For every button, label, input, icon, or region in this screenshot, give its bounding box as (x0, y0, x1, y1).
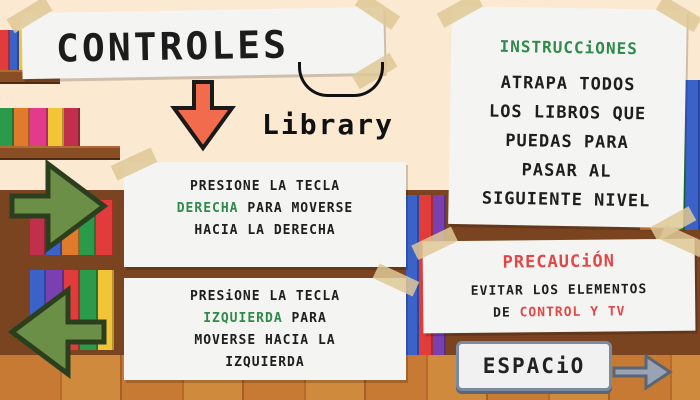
tape (355, 0, 400, 30)
instructions-line: PUEDAS PARA (505, 130, 630, 154)
instructions-title: INSTRUCCiONES (499, 36, 638, 59)
logo-speech-bubble (298, 62, 384, 97)
key-left-label: IZQUIERDA (203, 311, 283, 326)
next-arrow-icon (612, 352, 674, 392)
bookshelf-books-left-mid (0, 108, 100, 146)
key-right-label: DERECHA (176, 201, 239, 216)
tape (437, 0, 483, 28)
right-arrow-icon (6, 158, 110, 254)
warning-highlight: CONTROL Y TV (519, 304, 626, 321)
control-left-line1: PRESiONE LA TECLA (189, 289, 341, 304)
warning-line2-prefix: DE (492, 305, 511, 321)
library-logo: Library (262, 108, 395, 141)
space-button[interactable]: ESPACiO (456, 341, 612, 391)
tape (656, 0, 700, 32)
warning-panel (423, 239, 696, 334)
tape (7, 0, 53, 33)
control-card-left (124, 278, 406, 380)
warning-text (423, 279, 695, 326)
down-arrow-icon (168, 80, 238, 152)
instructions-line: PASAR AL (521, 160, 612, 182)
control-left-line2 (124, 308, 406, 330)
control-right-line2 (124, 198, 406, 220)
control-left-line2-rest: PARA (291, 311, 327, 326)
instructions-line: SIGUIENTE NIVEL (481, 188, 651, 212)
warning-title: PRECAUCiÓN (502, 251, 616, 273)
control-right-line2-rest: PARA MOVERSE (247, 201, 354, 216)
control-card-right (124, 162, 406, 267)
control-right-line3: HACIA LA DERECHA (194, 223, 336, 238)
left-arrow-icon (6, 284, 110, 380)
instructions-line: LOS LIBROS QUE (488, 101, 647, 125)
page-title: CONTROLES (55, 22, 290, 71)
control-left-line4: IZQUIERDA (225, 355, 305, 370)
control-left-line3: MOVERSE HACIA LA (194, 333, 336, 348)
instructions-panel (448, 6, 687, 228)
warning-line1: EVITAR LOS ELEMENTOS (470, 282, 648, 299)
control-right-line1: PRESIONE LA TECLA (189, 179, 341, 194)
warning-line2 (423, 301, 695, 326)
instructions-text (458, 68, 675, 217)
instructions-line: ATRAPA TODOS (500, 72, 636, 96)
